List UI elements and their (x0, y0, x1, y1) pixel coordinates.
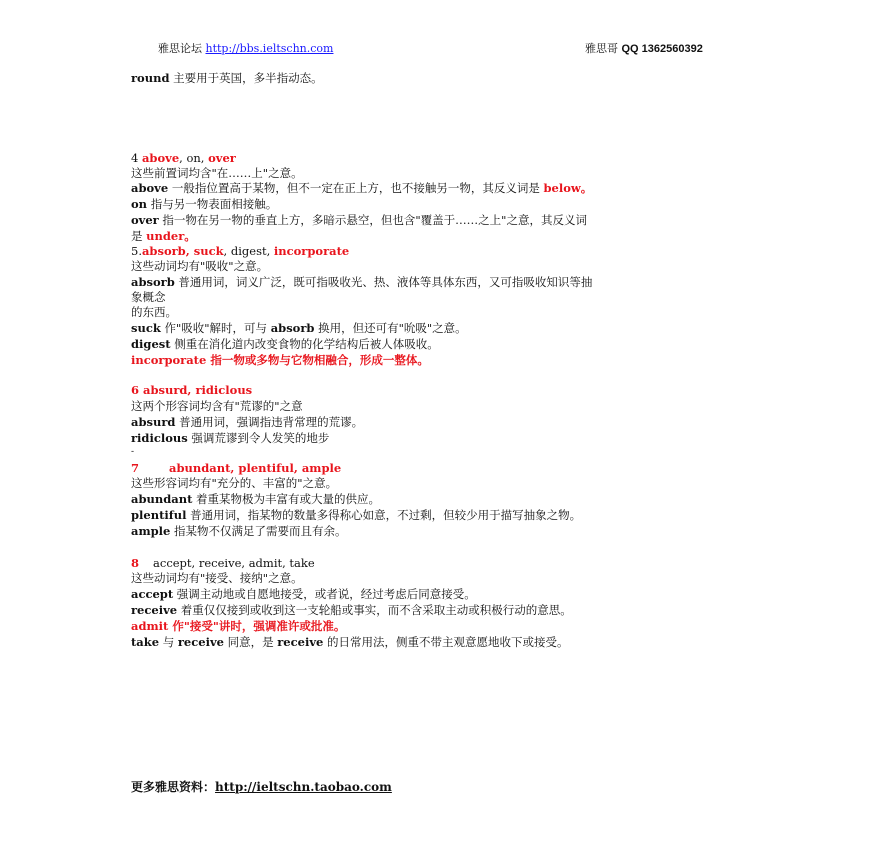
section-5-digest: digest 侧重在消化道内改变食物的化学结构后被人体吸收。 (131, 337, 439, 351)
section-5-suck: suck 作"吸收"解时，可与 absorb 换用，但还可有"吮吸"之意。 (131, 321, 467, 335)
forum-label: 雅思论坛 (158, 42, 202, 55)
section-8-take: take 与 receive 同意，是 receive 的日常用法，侧重不带主观意愿地收下或接受。 (131, 635, 569, 649)
section-4-title: 4 above, on, over (131, 151, 236, 165)
section-7-plentiful: plentiful 普通用词，指某物的数量多得称心如意，不过剩，但较少用于描写抽象之物。 (131, 508, 582, 522)
section-6-absurd: absurd 普通用词，强调指违背常理的荒谬。 (131, 415, 364, 429)
author-label: 雅思哥 (585, 42, 618, 55)
forum-link[interactable]: http://bbs.ieltschn.com (205, 42, 334, 55)
section-8-title: 8 accept, receive, admit, take (131, 556, 315, 570)
section-5-absorb-2: 象概念 (131, 290, 166, 304)
section-6-dot: - (131, 447, 135, 457)
qq-number: QQ 1362560392 (621, 43, 703, 55)
section-5-absorb: absorb 普通用词，词义广泛，既可指吸收光、热、液体等具体东西，又可指吸收知识等抽 (131, 275, 593, 289)
section-5-intro: 这些动词均有"吸收"之意。 (131, 259, 269, 273)
section-8-accept: accept 强调主动地或自愿地接受，或者说，经过考虑后同意接受。 (131, 587, 476, 601)
section-4-over: over 指一物在另一物的垂直上方，多暗示悬空，但也含"覆盖于……之上"之意，其反义词 (131, 213, 587, 227)
section-5-title: 5.absorb, suck, digest, incorporate (131, 244, 350, 258)
section-4-over-2: 是 under。 (131, 229, 196, 243)
header-left (158, 40, 333, 56)
footer-label: 更多雅思资料： (131, 780, 216, 794)
header-right (585, 40, 703, 56)
section-6-intro: 这两个形容词均含有"荒谬的"之意 (131, 399, 303, 413)
section-7-abundant: abundant 着重某物极为丰富有或大量的供应。 (131, 492, 381, 506)
section-6-title: 6 absurd, ridiclous (131, 383, 253, 397)
section-8-admit: admit 作"接受"讲时，强调准许或批准。 (131, 619, 346, 633)
section-7-title: 7 abundant, plentiful, ample (131, 461, 342, 475)
section-7-ample: ample 指某物不仅满足了需要而且有余。 (131, 524, 347, 538)
section-6-ridiclous: ridiclous 强调荒谬到令人发笑的地步 (131, 431, 330, 445)
section-4-intro: 这些前置词均含"在……上"之意。 (131, 166, 303, 180)
line-round: round 主要用于英国，多半指动态。 (131, 71, 323, 85)
footer (131, 778, 392, 795)
section-4-on: on 指与另一物表面相接触。 (131, 197, 278, 211)
footer-link[interactable]: http://ieltschn.taobao.com (215, 780, 392, 794)
section-8-intro: 这些动词均有"接受、接纳"之意。 (131, 571, 303, 585)
section-5-absorb-3: 的东西。 (131, 305, 177, 319)
section-8-receive: receive 着重仅仅接到或收到这一支轮船或事实，而不含采取主动或积极行动的意思。 (131, 603, 572, 617)
section-4-above: above 一般指位置高于某物，但不一定在正上方，也不接触另一物，其反义词是 below。 (131, 181, 593, 195)
section-7-intro: 这些形容词均有"充分的、丰富的"之意。 (131, 476, 338, 490)
section-5-incorporate: incorporate 指一物或多物与它物相融合，形成一整体。 (131, 353, 429, 367)
